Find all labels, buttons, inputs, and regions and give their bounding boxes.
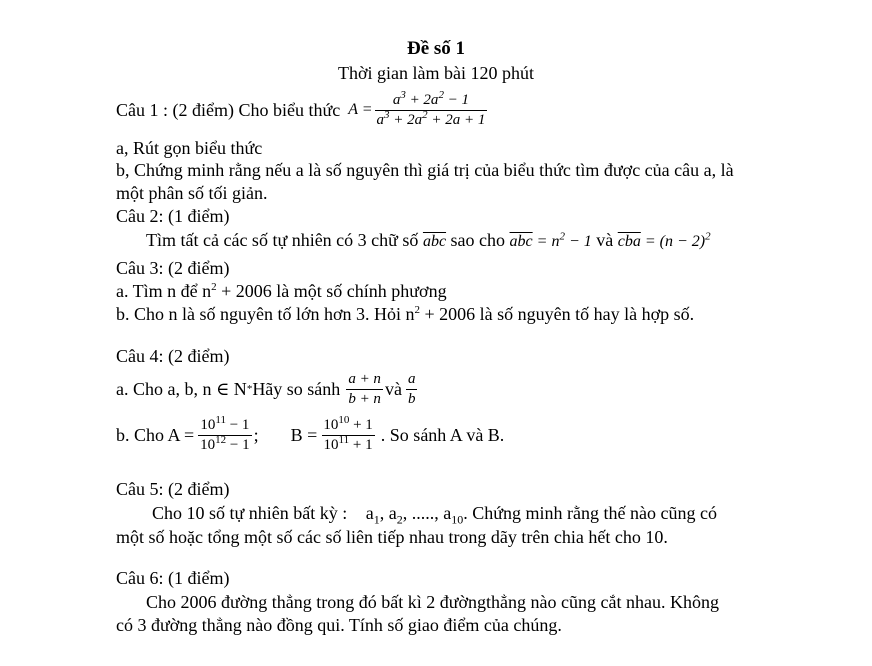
- exam-duration: Thời gian làm bài 120 phút: [338, 63, 534, 83]
- expression-A: A =: [348, 101, 373, 118]
- question-3a: a. Tìm n để $n^2 + 2006$ là một số chính phương: [116, 281, 447, 301]
- question-1b-line-1: b, Chứng minh rằng nếu a là số nguyên thì giá trị của biểu thức tìm được của câu a, là: [116, 160, 734, 180]
- question-2-heading: Câu 2: (1 điểm): [116, 206, 230, 226]
- question-2-text-3: và: [596, 230, 614, 250]
- question-4-heading: Câu 4: (2 điểm): [116, 346, 230, 366]
- fraction-a-plus-n: $\frac{a + n}{b + n}$: [348, 370, 381, 407]
- question-2-text-2: sao cho: [450, 230, 506, 250]
- exam-title: Đề số 1: [406, 38, 466, 59]
- number-abc-2: $\overline{abc}$: [509, 233, 533, 250]
- fraction-numerator: $a^3 + 2a^2 - 1$: [392, 88, 470, 108]
- question-1-heading: Câu 1 : (2 điểm) Cho biểu thức: [116, 100, 341, 120]
- question-4b: b. Cho A = $\frac{10^{11} - 1}{10^{12} - 1}$ ; B = $\frac{10^{10} + 1}{10^{11} + 1}$ . So sánh A và B.: [116, 413, 505, 453]
- question-1a: a, Rút gọn biểu thức: [116, 138, 263, 158]
- question-2-text: Tìm tất cả các số tự nhiên có 3 chữ số $\overline{abc}$ sao cho $\overline{abc} = n^2 - 1$ và $\overline{cba} = (n - 2)^2$: [146, 230, 711, 250]
- question-4a: a. Cho a, b, n ∈ N * Hãy so sánh $\frac{a + n}{b + n}$ và $\frac{a}{b}$: [116, 370, 416, 407]
- question-2-text-1: Tìm tất cả các số tự nhiên có 3 chữ số: [146, 230, 419, 250]
- question-3b: b. Cho n là số nguyên tố lớn hơn 3. Hỏi $n^2 + 2006$ là số nguyên tố hay là hợp số.: [116, 304, 695, 324]
- number-cba: $\overline{cba}$: [617, 233, 641, 250]
- expression-A-fraction: [375, 88, 488, 129]
- fraction-A: $\frac{10^{11} - 1}{10^{12} - 1}$: [200, 413, 250, 453]
- question-1b-line-2: một phân số tối giản.: [116, 183, 268, 203]
- question-5-line-1: Cho 10 số tự nhiên bất kỳ : $a_1$, $a_2$, ....., $a_{10}$. Chứng minh rằng thế nào cũng có: [152, 503, 717, 527]
- question-6-line-2: có 3 đường thẳng nào đồng qui. Tính số giao điểm của chúng.: [116, 615, 562, 635]
- question-6-line-1: Cho 2006 đường thẳng trong đó bất kì 2 đườngthẳng nào cũng cắt nhau. Không: [146, 592, 719, 612]
- question-5-heading: Câu 5: (2 điểm): [116, 479, 230, 499]
- question-3-heading: Câu 3: (2 điểm): [116, 258, 230, 278]
- fraction-denominator: $a^3 + 2a^2 + 2a + 1$: [376, 108, 486, 128]
- question-6-heading: Câu 6: (1 điểm): [116, 568, 230, 588]
- fraction-B: $\frac{10^{10} + 1}{10^{11} + 1}$: [323, 413, 373, 453]
- question-5-line-2: một số hoặc tổng một số các số liên tiếp nhau trong dãy trên chia hết cho 10.: [116, 527, 668, 547]
- number-abc: $\overline{abc}$: [422, 233, 447, 250]
- fraction-a-over-b: $\frac{a}{b}$: [407, 370, 416, 407]
- question-1: [116, 86, 489, 134]
